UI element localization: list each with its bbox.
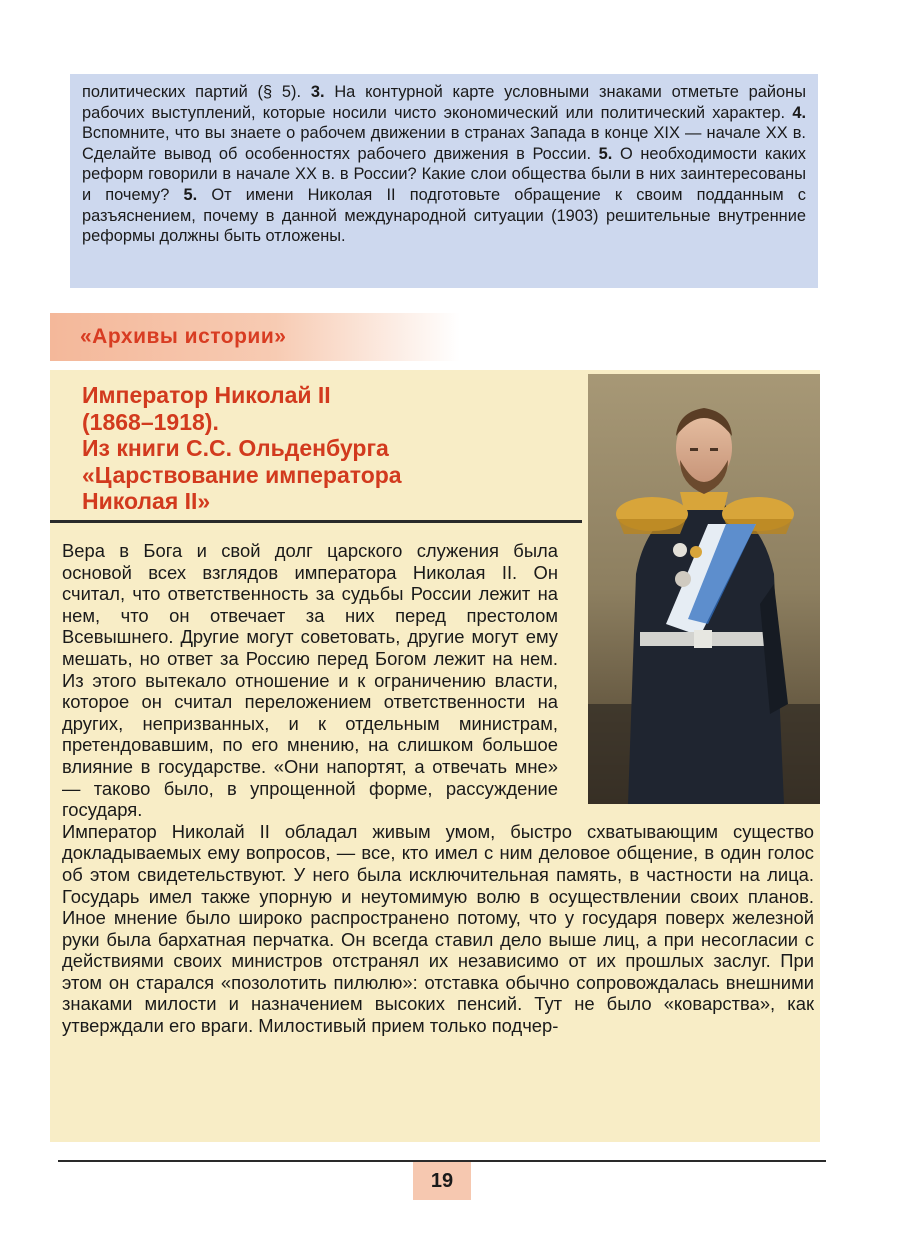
question-text: На контурной карте условными знаками отметьте районы рабочих выступлений, которые носили чисто экономический или политический характер. (82, 83, 807, 122)
question-text: Вспомните, что вы знаете о рабочем движении в странах Запада в конце XIX — начале XX в. Сделайте вывод об особенностях рабочего движения в России. (82, 124, 806, 163)
review-questions (70, 74, 818, 288)
question-number: 5. (598, 144, 613, 163)
archive-title (82, 382, 582, 515)
archive-title-line: Николая II» (82, 488, 211, 514)
section-header (50, 313, 460, 361)
question-number: 4. (792, 103, 806, 122)
archive-body-text (62, 540, 814, 1037)
page-number: 19 (413, 1162, 471, 1200)
questions-text (82, 82, 806, 247)
question-text: О необходимости каких реформ говорили в начале XX в. в России? Какие слои общества были в них заинтересованы и почему? (82, 144, 806, 204)
question-text: политических партий (§ 5). (82, 83, 311, 101)
section-header-title: «Архивы истории» (80, 325, 287, 348)
question-number: 5. (183, 185, 198, 204)
archive-paragraph: Вера в Бога и свой долг царского служения была основой всех взглядов императора Николая II. Он считал, что ответственность за судьбы России лежит на нем, что он отвечает за них перед престолом Всевышнего. Другие могут советовать, другие могут ему мешать, но ответ за Россию перед Богом лежит на нем. Из этого вытекало отношение и к ограничению власти, которое он считал переложением ответственности на других, непризванных, и к отдельным министрам, претендовавшим, по его мнению, на слишком большое влияние в государстве. «Они напортят, а отвечать мне» — таково было, в упрощенной форме, рассуждение государя. (62, 540, 558, 821)
archive-paragraph: Император Николай II обладал живым умом, быстро схватывающим существо докладываемых ему вопросов, — все, кто имел с ним деловое общение, в один голос об этом свидетельствуют. У него была исключительная память, в частности на лица. Государь имел также упорную и неутомимую волю в осуществлении своих планов. Иное мнение было широко распространено потому, что у государя поверх железной руки была бархатная перчатка. Он всегда ставил дело выше лиц, а при несогласии с действиями своих министров отстранял их независимо от их прошлых заслуг. При этом он старался «позолотить пилюлю»: отставка обычно сопровождалась внешними знаками милости и назначением высоких пенсий. Тут не было «коварства», как утверждали его враги. Милостивый прием только подчер- (62, 820, 814, 1037)
archive-title-line: «Царствование императора (82, 461, 402, 488)
archive-title-line: (1868–1918). (82, 408, 219, 435)
question-text: От имени Николая II подготовьте обращение к своим подданным с разъяснением, почему в данной международной ситуации (1903) решительные внутренние реформы должны быть отложены. (82, 185, 806, 246)
title-divider (50, 520, 582, 523)
archive-title-line: Император Николай II (82, 382, 331, 408)
archive-box (50, 370, 820, 1142)
question-number: 3. (310, 83, 325, 101)
archive-title-line: Из книги С.С. Ольденбурга (82, 435, 389, 461)
